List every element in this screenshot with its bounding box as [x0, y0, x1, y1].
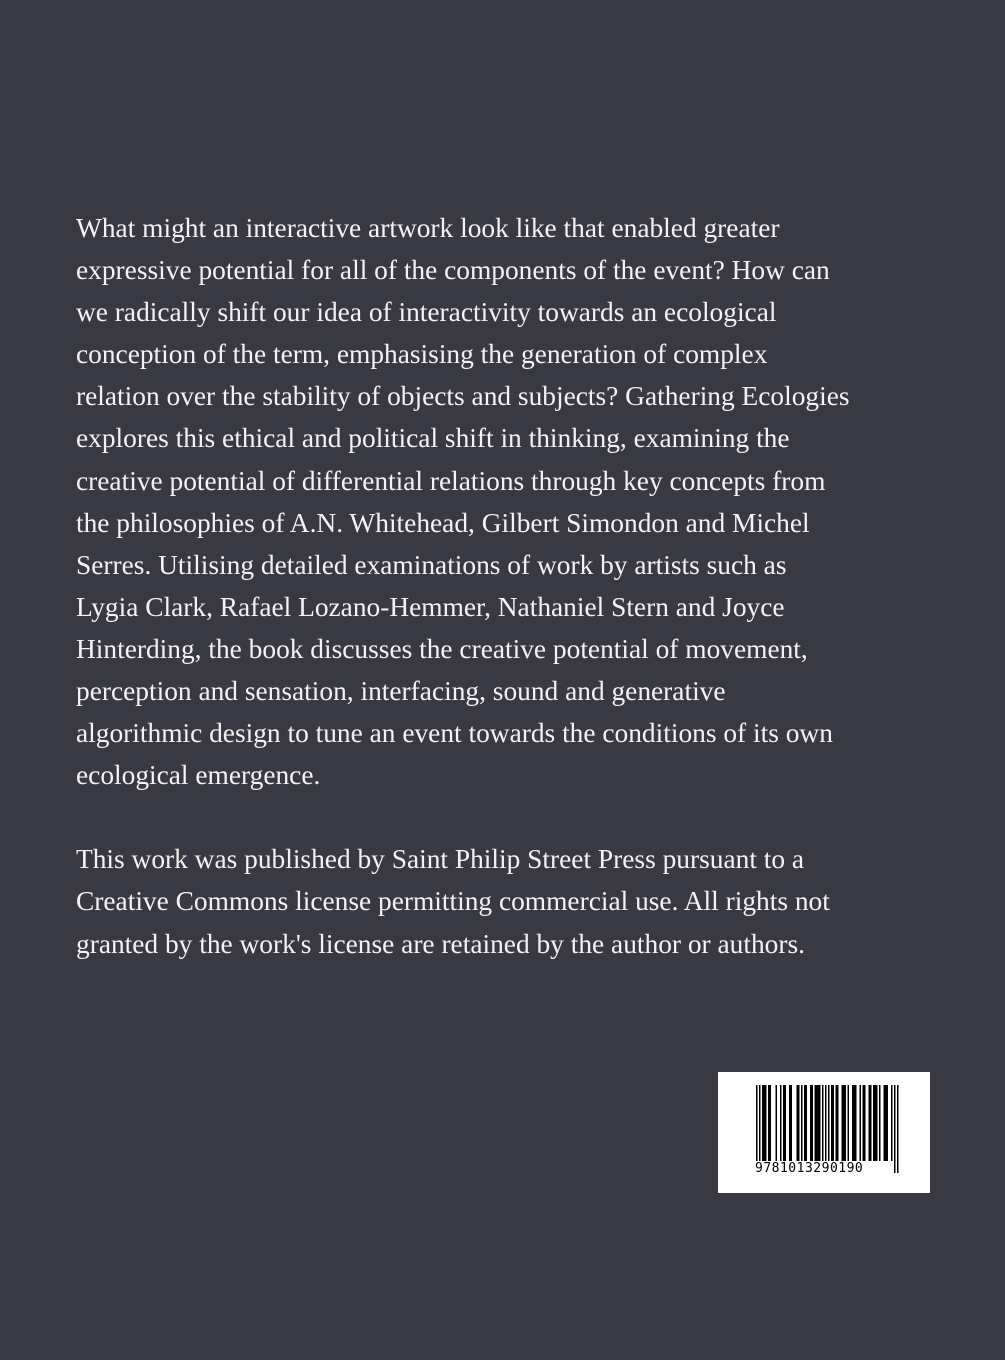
barcode-bar — [768, 1085, 770, 1161]
barcode-bar — [837, 1085, 839, 1161]
barcode-bar — [815, 1085, 817, 1161]
barcode-bar — [828, 1085, 830, 1173]
blurb-line: conception of the term, emphasising the generation of complex — [76, 339, 768, 370]
blurb-line: the philosophies of A.N. Whitehead, Gilbert Simondon and Michel — [76, 507, 810, 538]
barcode-bar — [848, 1085, 850, 1161]
barcode-bar — [804, 1085, 806, 1161]
blurb-line: creative potential of differential relations through key concepts from — [76, 465, 826, 496]
barcode-bar — [822, 1085, 824, 1161]
barcode-bar — [831, 1085, 833, 1161]
barcode-bar — [879, 1085, 881, 1161]
isbn-barcode — [718, 1072, 930, 1193]
barcode-bar — [860, 1085, 862, 1161]
barcode-bar — [818, 1085, 820, 1161]
barcode-bar — [876, 1085, 878, 1161]
barcode-bar — [833, 1085, 835, 1161]
barcode-bar — [842, 1085, 844, 1161]
blurb-line: Lygia Clark, Rafael Lozano-Hemmer, Nathaniel Stern and Joyce — [76, 591, 785, 622]
cover-text — [76, 207, 946, 965]
barcode-bar — [863, 1085, 865, 1161]
barcode-bar — [816, 1085, 818, 1161]
barcode-bar — [875, 1085, 877, 1161]
barcode-bar — [762, 1085, 764, 1161]
blurb-line: expressive potential for all of the components of the event? How can — [76, 255, 830, 286]
license-line: granted by the work's license are retained by the author or authors. — [76, 928, 806, 959]
barcode-bar — [798, 1085, 800, 1161]
barcode-bar — [887, 1085, 889, 1161]
barcode-bar — [783, 1085, 785, 1161]
blurb-line: Hinterding, the book discusses the creative potential of movement, — [76, 633, 808, 664]
barcode-bar — [819, 1085, 821, 1161]
barcode-bar — [873, 1085, 875, 1161]
license-paragraph — [76, 838, 946, 964]
barcode-bar — [870, 1085, 872, 1161]
barcode-bar — [801, 1085, 803, 1161]
license-line: This work was published by Saint Philip Street Press pursuant to a — [76, 844, 805, 875]
barcode-bar — [785, 1085, 787, 1161]
barcode-bar — [789, 1085, 791, 1161]
barcode-bar — [864, 1085, 866, 1161]
barcode-bar — [764, 1085, 766, 1161]
barcode-bar — [891, 1085, 893, 1161]
barcode-bar — [797, 1085, 799, 1161]
barcode-bar — [869, 1085, 871, 1161]
blurb-line: Serres. Utilising detailed examinations of work by artists such as — [76, 549, 787, 580]
barcode-number: 9781013290190 — [755, 1161, 864, 1176]
barcode-bar — [825, 1085, 827, 1173]
barcode-bar — [897, 1085, 899, 1173]
barcode-bar — [770, 1085, 772, 1161]
blurb-line: ecological emergence. — [76, 760, 321, 791]
barcode-bar — [884, 1085, 886, 1161]
barcode-bar — [780, 1085, 782, 1161]
blurb-line: What might an interactive artwork look like that enabled greater — [76, 213, 780, 243]
barcode-bar — [759, 1085, 761, 1173]
barcode-bar — [852, 1085, 854, 1161]
barcode-bar — [854, 1085, 856, 1161]
barcode-bar — [791, 1085, 793, 1161]
barcode-bar — [843, 1085, 845, 1161]
barcode-bar — [855, 1085, 857, 1161]
barcode-bar — [885, 1085, 887, 1161]
barcode-bar — [812, 1085, 814, 1161]
barcode-bar — [845, 1085, 847, 1161]
barcode-bar — [894, 1085, 896, 1173]
barcode-bar — [776, 1085, 778, 1161]
blurb-line: we radically shift our idea of interactivity towards an ecological — [76, 297, 777, 328]
blurb-line: algorithmic design to tune an event towards the conditions of its own — [76, 718, 833, 749]
barcode-bar — [765, 1085, 767, 1161]
barcode-bar — [836, 1085, 838, 1161]
barcode-bar — [806, 1085, 808, 1161]
license-line: Creative Commons license permitting commercial use. All rights not — [76, 886, 830, 917]
blurb-paragraph — [76, 207, 946, 796]
blurb-line: perception and sensation, interfacing, sound and generative — [76, 676, 726, 707]
barcode-bar — [756, 1085, 758, 1173]
blurb-line: relation over the stability of objects and subjects? Gathering Ecologies — [76, 381, 850, 412]
barcode-bar — [810, 1085, 812, 1161]
blurb-line: explores this ethical and political shift in thinking, examining the — [76, 423, 790, 454]
